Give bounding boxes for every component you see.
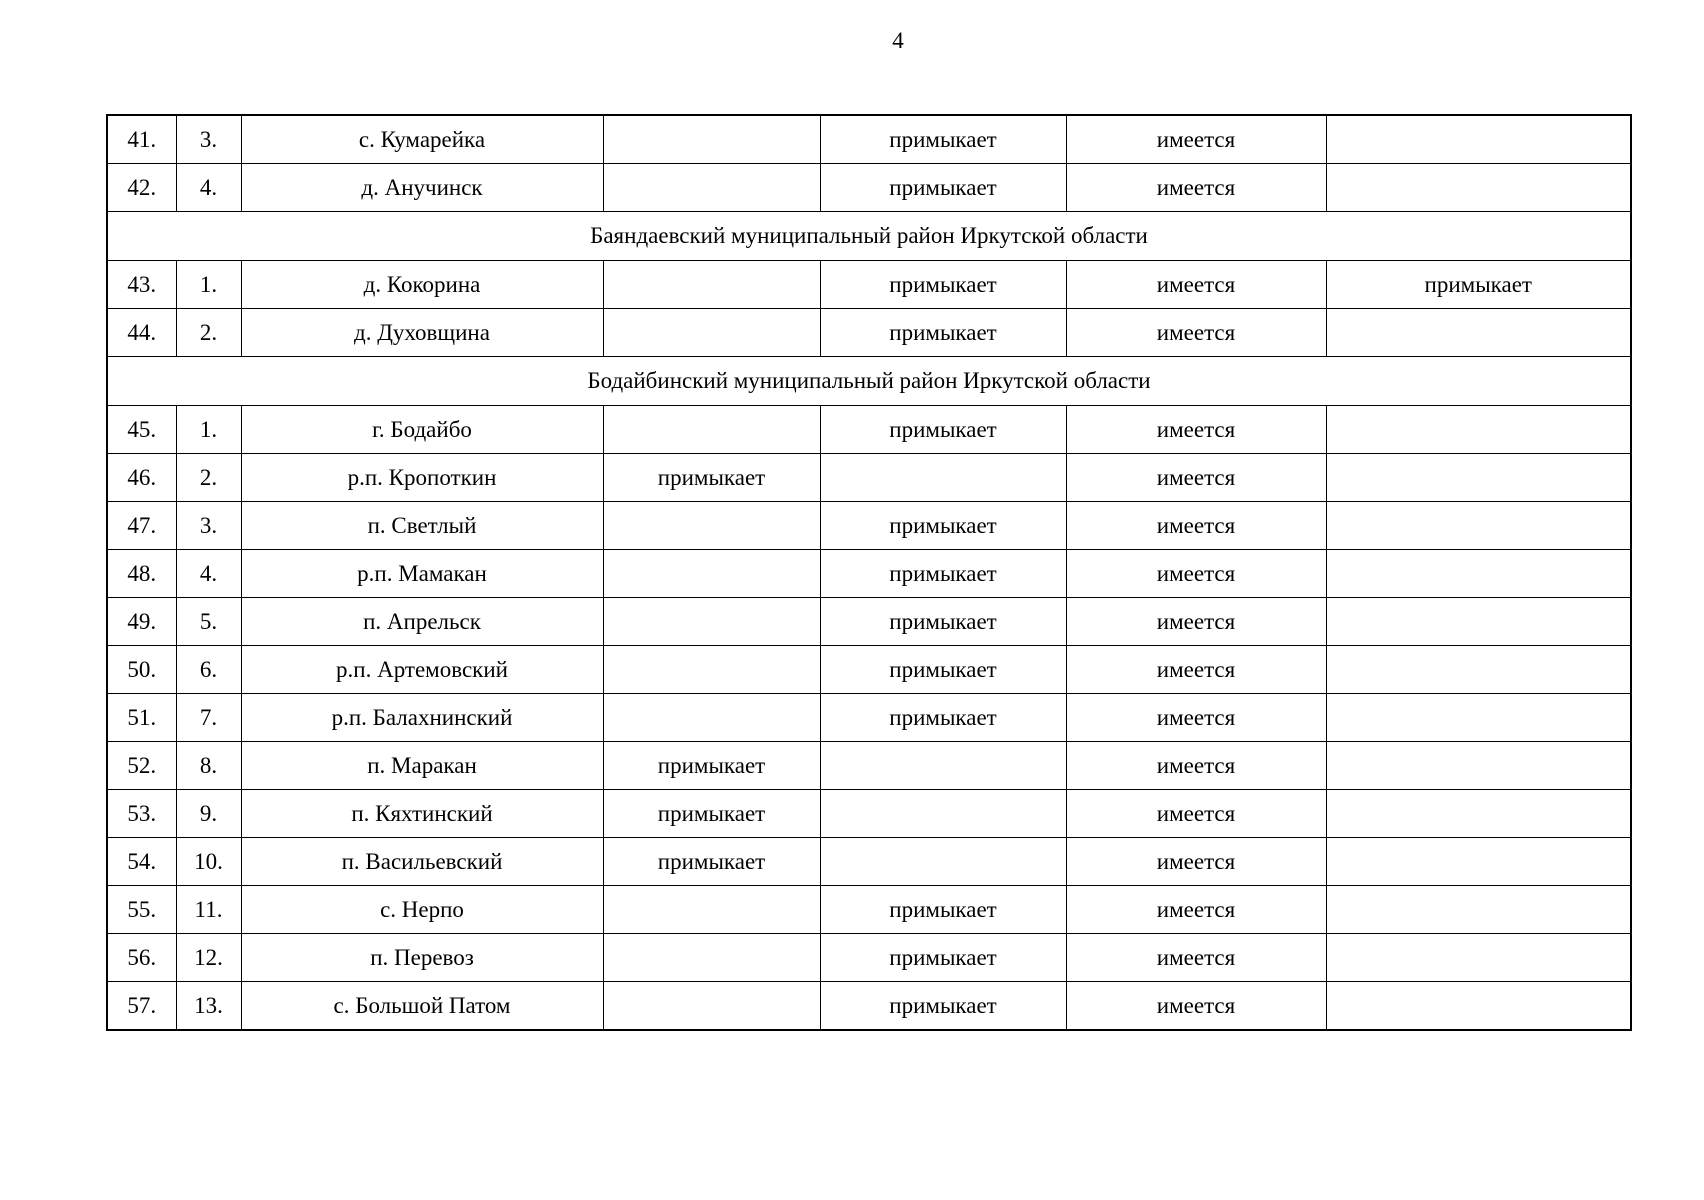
- settlement-name-cell: г. Бодайбо: [241, 406, 603, 454]
- sub-number-cell: 13.: [176, 982, 241, 1031]
- row-number-cell: 42.: [107, 164, 176, 212]
- row-number-cell: 50.: [107, 646, 176, 694]
- column-4-cell: [603, 502, 820, 550]
- column-5-cell: [820, 790, 1066, 838]
- table-row: [107, 115, 1631, 164]
- column-4-cell: [603, 934, 820, 982]
- column-6-cell: имеется: [1066, 790, 1326, 838]
- row-number-cell: 45.: [107, 406, 176, 454]
- row-number-cell: 54.: [107, 838, 176, 886]
- column-7-cell: [1326, 742, 1631, 790]
- column-6-cell: имеется: [1066, 982, 1326, 1031]
- table-row: [107, 742, 1631, 790]
- settlement-name-cell: д. Кокорина: [241, 261, 603, 309]
- table-row: [107, 646, 1631, 694]
- row-number-cell: 51.: [107, 694, 176, 742]
- sub-number-cell: 10.: [176, 838, 241, 886]
- table-row: [107, 790, 1631, 838]
- settlement-name-cell: с. Кумарейка: [241, 115, 603, 164]
- sub-number-cell: 3.: [176, 115, 241, 164]
- settlement-name-cell: п. Перевоз: [241, 934, 603, 982]
- column-7-cell: [1326, 454, 1631, 502]
- settlement-name-cell: п. Маракан: [241, 742, 603, 790]
- settlement-name-cell: п. Кяхтинский: [241, 790, 603, 838]
- column-7-cell: [1326, 502, 1631, 550]
- sub-number-cell: 6.: [176, 646, 241, 694]
- settlement-name-cell: д. Анучинск: [241, 164, 603, 212]
- column-5-cell: примыкает: [820, 164, 1066, 212]
- column-6-cell: имеется: [1066, 261, 1326, 309]
- table-row: [107, 598, 1631, 646]
- sub-number-cell: 8.: [176, 742, 241, 790]
- sub-number-cell: 7.: [176, 694, 241, 742]
- column-7-cell: [1326, 115, 1631, 164]
- column-4-cell: [603, 261, 820, 309]
- settlement-name-cell: п. Васильевский: [241, 838, 603, 886]
- settlement-name-cell: с. Нерпо: [241, 886, 603, 934]
- column-7-cell: [1326, 309, 1631, 357]
- column-6-cell: имеется: [1066, 838, 1326, 886]
- column-7-cell: [1326, 646, 1631, 694]
- column-5-cell: примыкает: [820, 934, 1066, 982]
- column-7-cell: [1326, 550, 1631, 598]
- table-row: [107, 694, 1631, 742]
- column-5-cell: примыкает: [820, 982, 1066, 1031]
- column-6-cell: имеется: [1066, 406, 1326, 454]
- row-number-cell: 44.: [107, 309, 176, 357]
- column-4-cell: [603, 598, 820, 646]
- column-4-cell: примыкает: [603, 454, 820, 502]
- column-4-cell: [603, 550, 820, 598]
- column-5-cell: примыкает: [820, 694, 1066, 742]
- row-number-cell: 43.: [107, 261, 176, 309]
- column-4-cell: [603, 309, 820, 357]
- sub-number-cell: 9.: [176, 790, 241, 838]
- sub-number-cell: 4.: [176, 164, 241, 212]
- row-number-cell: 48.: [107, 550, 176, 598]
- sub-number-cell: 1.: [176, 406, 241, 454]
- column-6-cell: имеется: [1066, 309, 1326, 357]
- table-row: [107, 550, 1631, 598]
- table-row: [107, 454, 1631, 502]
- table-row: [107, 502, 1631, 550]
- settlement-name-cell: с. Большой Патом: [241, 982, 603, 1031]
- column-5-cell: [820, 454, 1066, 502]
- column-4-cell: примыкает: [603, 790, 820, 838]
- table-row: [107, 838, 1631, 886]
- column-5-cell: [820, 742, 1066, 790]
- sub-number-cell: 5.: [176, 598, 241, 646]
- sub-number-cell: 1.: [176, 261, 241, 309]
- column-5-cell: примыкает: [820, 598, 1066, 646]
- column-4-cell: [603, 646, 820, 694]
- settlement-name-cell: р.п. Балахнинский: [241, 694, 603, 742]
- column-7-cell: [1326, 982, 1631, 1031]
- section-title: Бодайбинский муниципальный район Иркутской области: [107, 357, 1631, 406]
- table-row: [107, 309, 1631, 357]
- column-7-cell: примыкает: [1326, 261, 1631, 309]
- table-row: [107, 934, 1631, 982]
- row-number-cell: 56.: [107, 934, 176, 982]
- column-5-cell: примыкает: [820, 115, 1066, 164]
- column-6-cell: имеется: [1066, 115, 1326, 164]
- table-row: [107, 164, 1631, 212]
- column-5-cell: примыкает: [820, 406, 1066, 454]
- column-4-cell: [603, 982, 820, 1031]
- row-number-cell: 52.: [107, 742, 176, 790]
- column-5-cell: примыкает: [820, 309, 1066, 357]
- row-number-cell: 57.: [107, 982, 176, 1031]
- settlement-name-cell: р.п. Артемовский: [241, 646, 603, 694]
- column-7-cell: [1326, 838, 1631, 886]
- sub-number-cell: 3.: [176, 502, 241, 550]
- sub-number-cell: 2.: [176, 309, 241, 357]
- column-5-cell: [820, 838, 1066, 886]
- section-header-row: [107, 212, 1631, 261]
- page-number: 4: [892, 28, 904, 53]
- table-row: [107, 982, 1631, 1031]
- row-number-cell: 46.: [107, 454, 176, 502]
- column-5-cell: примыкает: [820, 261, 1066, 309]
- table-body: [107, 115, 1631, 1030]
- column-4-cell: [603, 164, 820, 212]
- row-number-cell: 41.: [107, 115, 176, 164]
- column-6-cell: имеется: [1066, 550, 1326, 598]
- column-7-cell: [1326, 598, 1631, 646]
- column-5-cell: примыкает: [820, 646, 1066, 694]
- settlement-name-cell: р.п. Мамакан: [241, 550, 603, 598]
- settlement-name-cell: п. Светлый: [241, 502, 603, 550]
- sub-number-cell: 11.: [176, 886, 241, 934]
- sub-number-cell: 2.: [176, 454, 241, 502]
- section-title: Баяндаевский муниципальный район Иркутской области: [107, 212, 1631, 261]
- column-6-cell: имеется: [1066, 694, 1326, 742]
- column-4-cell: примыкает: [603, 742, 820, 790]
- settlements-table: [106, 114, 1632, 1031]
- column-7-cell: [1326, 886, 1631, 934]
- row-number-cell: 53.: [107, 790, 176, 838]
- column-6-cell: имеется: [1066, 646, 1326, 694]
- column-4-cell: [603, 694, 820, 742]
- row-number-cell: 49.: [107, 598, 176, 646]
- column-5-cell: примыкает: [820, 550, 1066, 598]
- table-row: [107, 261, 1631, 309]
- column-5-cell: примыкает: [820, 886, 1066, 934]
- sub-number-cell: 12.: [176, 934, 241, 982]
- sub-number-cell: 4.: [176, 550, 241, 598]
- column-6-cell: имеется: [1066, 454, 1326, 502]
- column-4-cell: [603, 406, 820, 454]
- section-header-row: [107, 357, 1631, 406]
- settlement-name-cell: п. Апрельск: [241, 598, 603, 646]
- column-6-cell: имеется: [1066, 886, 1326, 934]
- row-number-cell: 47.: [107, 502, 176, 550]
- table-row: [107, 406, 1631, 454]
- column-6-cell: имеется: [1066, 164, 1326, 212]
- column-7-cell: [1326, 790, 1631, 838]
- column-7-cell: [1326, 164, 1631, 212]
- table-row: [107, 886, 1631, 934]
- column-4-cell: [603, 886, 820, 934]
- column-4-cell: примыкает: [603, 838, 820, 886]
- column-5-cell: примыкает: [820, 502, 1066, 550]
- row-number-cell: 55.: [107, 886, 176, 934]
- column-6-cell: имеется: [1066, 742, 1326, 790]
- column-6-cell: имеется: [1066, 502, 1326, 550]
- column-7-cell: [1326, 406, 1631, 454]
- column-6-cell: имеется: [1066, 598, 1326, 646]
- column-6-cell: имеется: [1066, 934, 1326, 982]
- column-7-cell: [1326, 694, 1631, 742]
- column-7-cell: [1326, 934, 1631, 982]
- settlement-name-cell: д. Духовщина: [241, 309, 603, 357]
- settlement-name-cell: р.п. Кропоткин: [241, 454, 603, 502]
- column-4-cell: [603, 115, 820, 164]
